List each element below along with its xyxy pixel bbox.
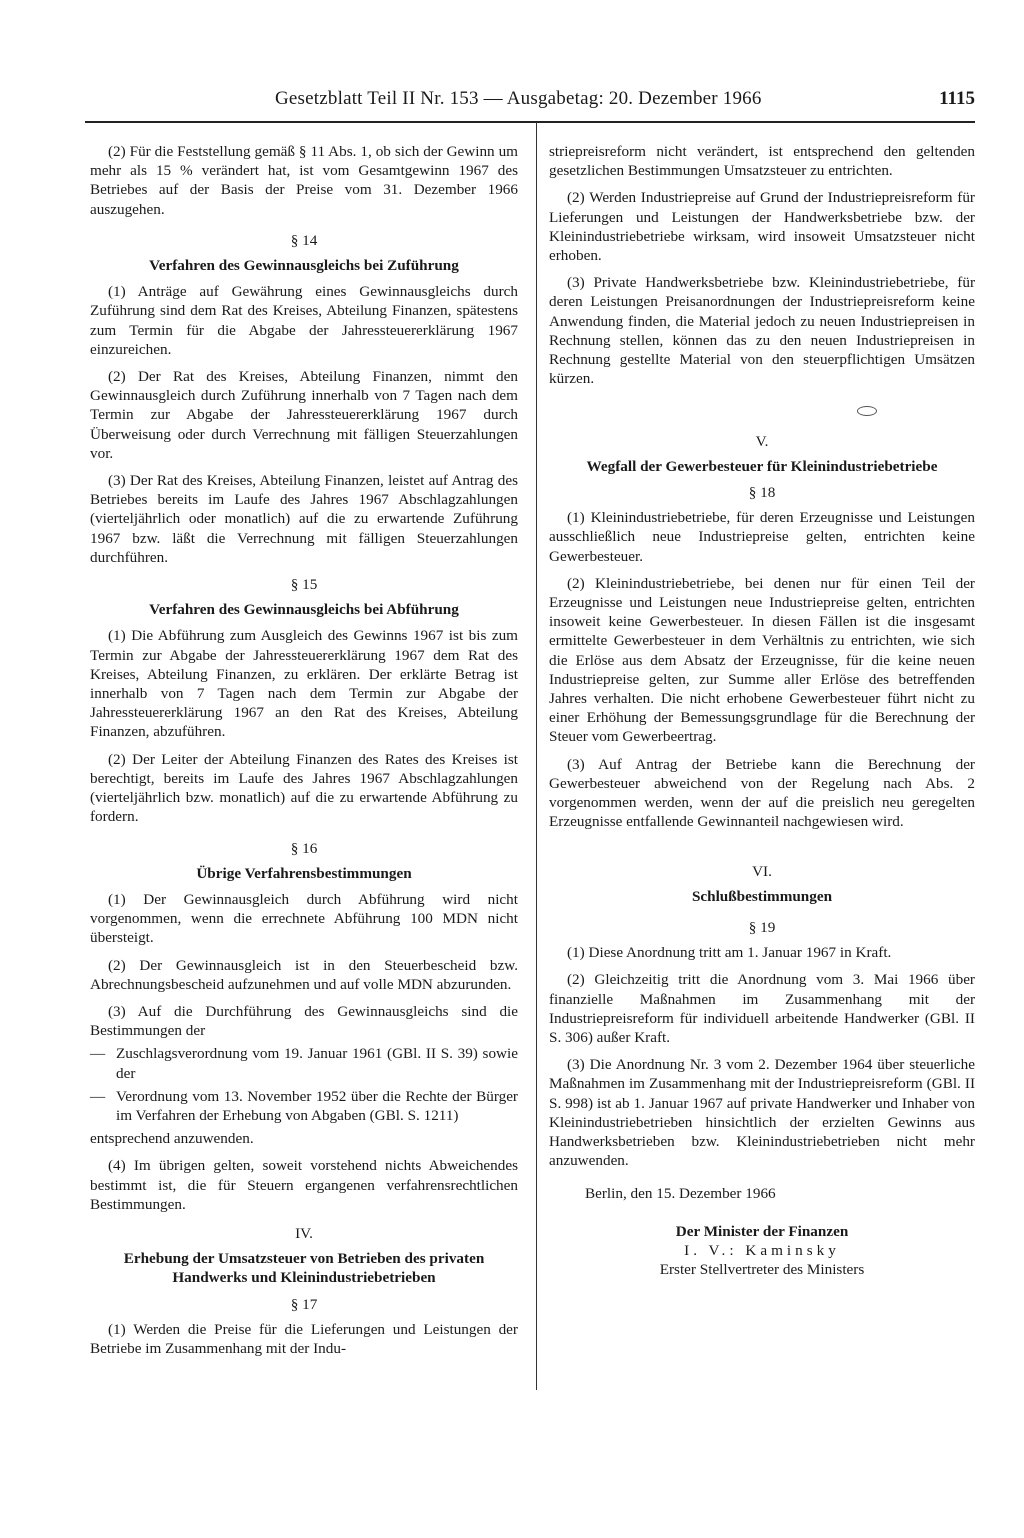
signature-name: I. V.: Kaminsky — [684, 1241, 840, 1259]
section-heading: Verfahren des Gewinnausgleichs bei Zuführung — [149, 257, 459, 275]
part-heading: Schlußbestimmungen — [691, 887, 833, 905]
place-date: Berlin, den 15. Dezember 1966 — [585, 1185, 776, 1203]
signature-role: Erster Stellvertreter des Ministers — [659, 1260, 865, 1278]
paragraph: (1) Diese Anordnung tritt am 1. Januar 1967 in Kraft. — [567, 944, 892, 962]
paragraph: (2) Der Gewinnausgleich ist in den Steuerbescheid bzw. Abrechnungsbescheid aufzunehmen und auf volle MDN abzurunden. — [90, 956, 518, 993]
ornament-mark — [857, 406, 877, 416]
part-number: V. — [755, 432, 769, 450]
paragraph: (3) Private Handwerksbetriebe bzw. Kleinindustriebetriebe, für deren Leistungen Preisanordnungen der Industriepreisreform keine Anwendung finden, die Material jedoch zu neuen Industriepreisen in Rechnung stellen, können das zu den neuen Industriepreisen in Rechnung gestellte Material von den steuerpflichtigen Umsätzen kürzen. — [549, 274, 975, 388]
right-column — [549, 142, 975, 1279]
page-number: 1115 — [939, 88, 975, 109]
paragraph: striepreisreform nicht verändert, ist entsprechend den geltenden gesetzlichen Bestimmungen Umsatzsteuer zu entrichten. — [549, 143, 975, 180]
paragraph: (3) Auf die Durchführung des Gewinnausgleichs sind die Bestimmungen der — [90, 1002, 518, 1040]
paragraph: (1) Die Abführung zum Ausgleich des Gewinns 1967 ist bis zum Termin zur Abgabe der Jahressteuererklärung 1967 dem Rat des Kreises, Abteilung Finanzen, zu erklären. Der erklärte Betrag ist innerhalb von 7 Tagen nach dem Termin zur Abgabe der Jahressteuererklärung 1967 an den Rat des Kreises, Abteilung Finanzen, abzuführen. — [90, 627, 518, 741]
paragraph: (3) Auf Antrag der Betriebe kann die Berechnung der Gewerbesteuer abweichend von der Regelung nach Abs. 2 vorgenommen werden, wenn der auf die preislich neu geregelten Erzeugnisse entfallende Gewinnanteil nachgewiesen wird. — [549, 755, 975, 831]
section-heading: Verfahren des Gewinnausgleichs bei Abführung — [149, 601, 459, 619]
page-header — [85, 88, 975, 118]
section-number: § 16 — [290, 839, 318, 857]
section-number: § 19 — [748, 918, 776, 936]
list-item-text: Zuschlagsverordnung vom 19. Januar 1961 (GBl. II S. 39) sowie der — [116, 1045, 518, 1082]
section-number: § 15 — [290, 576, 318, 594]
paragraph: (2) Der Leiter der Abteilung Finanzen des Rates des Kreises ist berechtigt, bereits im Laufe des Jahres 1967 Abschlagzahlungen (vierteljährlich bzw. monatlich) auf die zu erwartende Abführung zu fordern. — [90, 750, 518, 826]
header-rule — [85, 121, 975, 123]
column-divider — [536, 122, 537, 1390]
paragraph: (4) Im übrigen gelten, soweit vorstehend nichts Abweichendes bestimmt ist, die für Steuern ergangenen verfahrensrechtlichen Bestimmungen. — [90, 1157, 518, 1213]
signature-title: Der Minister der Finanzen — [675, 1222, 849, 1240]
paragraph: (2) Kleinindustriebetriebe, bei denen nur für einen Teil der Erzeugnisse und Leistungen neue Industriepreise gelten, entrichten insoweit keine Gewerbesteuer. In diesen Fällen ist die insgesamt ermittelte Gewerbesteuer in dem Verhältnis zu entrichten, wie sich die Erlöse aus dem Absatz der Erzeugnisse, für die keine neuen Industriepreise gelten, zur Summe aller Erlöse des betreffenden Jahres verhalten. Die nicht erhobene Gewerbesteuer führt nicht zu einer Erhöhung der Bemessungsgrundlage für die Berechnung der Steuer vom Gewerbeertrag. — [549, 574, 975, 746]
paragraph: (3) Der Rat des Kreises, Abteilung Finanzen, leistet auf Antrag des Betriebes bereits im Laufe des Jahres 1967 Abschlagzahlungen (vierteljährlich oder monatlich) auf die zu erwartende Zuführung 1967 bzw. läßt die Verrechnung mit fälligen Steuerzahlungen durchführen. — [90, 472, 518, 566]
paragraph: entsprechend anzuwenden. — [90, 1130, 254, 1148]
paragraph: (2) Für die Feststellung gemäß § 11 Abs. 1, ob sich der Gewinn um mehr als 15 % verändert hat, ist vom Gesamtgewinn 1967 des Betriebes auf der Basis der Preise vom 31. Dezember 1966 auszugehen. — [90, 143, 518, 218]
header-title: Gesetzblatt Teil II Nr. 153 — Ausgabetag: 20. Dezember 1966 — [275, 88, 762, 109]
section-number: § 17 — [290, 1295, 318, 1313]
ornament — [549, 402, 975, 421]
section-number: § 14 — [290, 231, 318, 249]
part-heading: Erhebung der Umsatzsteuer von Betrieben des privaten Handwerks und Kleinindustriebetrieben — [123, 1250, 485, 1287]
section-heading: Übrige Verfahrensbestimmungen — [196, 864, 412, 882]
paragraph: (1) Der Gewinnausgleich durch Abführung wird nicht vorgenommen, wenn die errechnete Abführung 100 MDN nicht übersteigt. — [90, 890, 518, 947]
paragraph: (1) Werden die Preise für die Lieferungen und Leistungen der Betriebe im Zusammenhang mit der Indu- — [90, 1320, 518, 1357]
list-item — [90, 1087, 518, 1125]
paragraph: (2) Der Rat des Kreises, Abteilung Finanzen, nimmt den Gewinnausgleich durch Zuführung innerhalb von 7 Tagen nach dem Termin zur Abgabe der Jahressteuererklärung 1967 durch Überweisung oder durch Verrechnung mit fälligen Steuerzahlungen vor. — [90, 368, 518, 462]
dash-bullet: — — [90, 1045, 106, 1063]
left-column — [90, 142, 518, 1366]
part-number: VI. — [752, 862, 772, 880]
paragraph: (3) Die Anordnung Nr. 3 vom 2. Dezember 1964 über steuerliche Maßnahmen im Zusammenhang mit der Industriepreisreform (GBl. II S. 998) ist ab 1. Januar 1967 auf private Handwerker und Inhaber von Kleinindustriebetrieben hinsichtlich der erzielten Gewinns aus Handwerksbetrieben bzw. Kleinindustriebetrieben nicht mehr anzuwenden. — [549, 1056, 975, 1170]
part-number: IV. — [295, 1224, 313, 1242]
paragraph: (1) Kleinindustriebetriebe, für deren Erzeugnisse und Leistungen ausschließlich neue Industriepreise gelten, entrichten keine Gewerbesteuer. — [549, 509, 975, 565]
paragraph: (2) Gleichzeitig tritt die Anordnung vom 3. Mai 1966 über finanzielle Maßnahmen im Zusammenhang mit der Industriepreisreform für individuell arbeitende Handwerker (GBl. II S. 306) außer Kraft. — [549, 971, 975, 1046]
paragraph: (1) Anträge auf Gewährung eines Gewinnausgleichs durch Zuführung sind dem Rat des Kreises, Abteilung Finanzen, spätestens zum Termin für die Abgabe der Jahressteuererklärung 1967 einzureichen. — [90, 283, 518, 358]
part-heading: Wegfall der Gewerbesteuer für Kleinindustriebetriebe — [586, 457, 938, 475]
paragraph: (2) Werden Industriepreise auf Grund der Industriepreisreform für Lieferungen und Leistungen der Handwerksbetriebe bzw. der Kleinindustriebetriebe wirksam, wird insoweit Umsatzsteuer nicht erhoben. — [549, 189, 975, 265]
section-number: § 18 — [748, 484, 776, 502]
list-item — [90, 1044, 518, 1082]
list-item-text: Verordnung vom 13. November 1952 über die Rechte der Bürger im Verfahren der Erhebung von Abgaben (GBl. S. 1211) — [116, 1087, 518, 1124]
dash-bullet: — — [90, 1087, 106, 1105]
